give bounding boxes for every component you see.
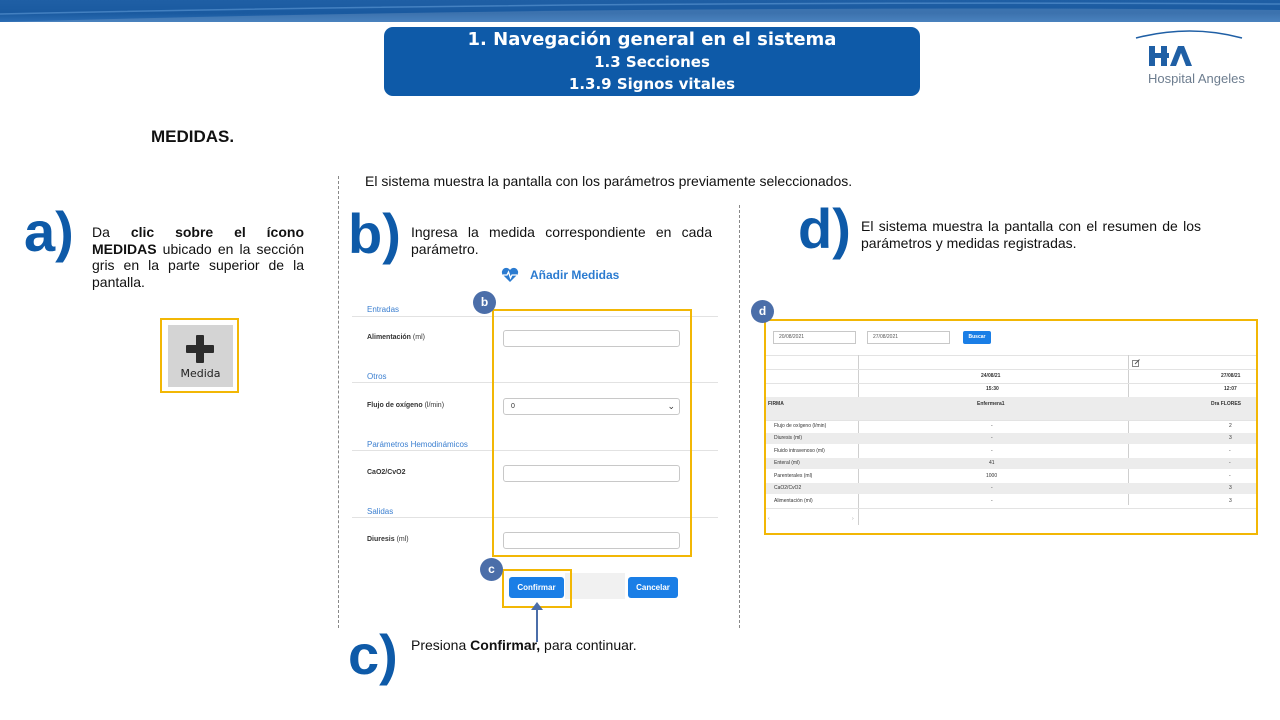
- row-value-1: -: [991, 423, 993, 429]
- top-note: El sistema muestra la pantalla con los parámetros previamente seleccionados.: [365, 173, 853, 189]
- row-divider: [766, 369, 1258, 370]
- table-row-shade: [766, 433, 1258, 444]
- row-value-1: -: [991, 435, 993, 441]
- medida-button[interactable]: [168, 325, 233, 387]
- step-b-text: Ingresa la medida correspondiente en cada parámetro.: [411, 224, 712, 257]
- table-top-border: [766, 355, 1258, 356]
- row-label: CaO2/CvO2: [774, 485, 802, 491]
- field-label-cao2-cvo2: [367, 469, 406, 476]
- hospital-logo: [1130, 26, 1250, 90]
- section-salidas: Salidas: [367, 507, 394, 516]
- title-section: 1.3 Secciones: [594, 53, 710, 71]
- field-unit: (l/min): [424, 402, 445, 409]
- medida-icon-highlight: [160, 318, 239, 393]
- field-unit: (ml): [396, 536, 409, 543]
- row-value-2: 3: [1229, 435, 1232, 441]
- step-c-text-post: para continuar.: [540, 637, 637, 653]
- divider-right: [739, 205, 740, 628]
- top-banner: [0, 0, 1280, 22]
- form-title-text: Añadir Medidas: [530, 268, 620, 282]
- row-value-2: -: [1229, 473, 1231, 479]
- step-c-text-bold: Confirmar,: [470, 637, 541, 653]
- hospital-logo-mark-icon: [1130, 26, 1250, 71]
- section-entradas: Entradas: [367, 305, 400, 314]
- row-divider: [766, 420, 1258, 421]
- table-bottom-border: [766, 508, 1258, 509]
- row-label: Parenterales (ml): [774, 473, 813, 479]
- chevron-down-icon: ⌄: [667, 401, 675, 411]
- row-value-2: -: [1229, 460, 1231, 466]
- marker-c: c: [480, 558, 503, 581]
- table-row-shade: [766, 458, 1258, 469]
- row-divider: [766, 383, 1258, 384]
- button-bar: [565, 573, 625, 599]
- title-subsection: 1.3.9 Signos vitales: [568, 75, 736, 93]
- row-label: Fluido intravenoso (ml): [774, 448, 825, 454]
- column-2-signer: Dra FLORES: [1211, 401, 1242, 407]
- logo-text: Hospital Angeles: [1148, 71, 1245, 86]
- firma-row: [766, 397, 1258, 420]
- field-label-text: Alimentación: [367, 334, 411, 341]
- scroll-right-icon[interactable]: ›: [852, 516, 854, 522]
- step-d-letter: d): [798, 197, 851, 260]
- inputs-highlight: [492, 309, 692, 557]
- field-label-flujo-oxigeno: [367, 402, 444, 409]
- step-a-text-pre: Da: [92, 224, 131, 240]
- row-value-1: 41: [989, 460, 995, 466]
- row-value-2: 2: [1229, 423, 1232, 429]
- edit-icon[interactable]: [1132, 359, 1140, 367]
- step-b-letter: b): [348, 202, 401, 265]
- field-label-text: Flujo de oxígeno: [367, 402, 423, 409]
- field-unit: (ml): [412, 334, 425, 341]
- field-label-text: CaO2/CvO2: [367, 469, 406, 476]
- row-label: Diuresis (ml): [774, 435, 803, 441]
- date-to-input[interactable]: 27/08/2021: [867, 331, 950, 344]
- row-value-2: -: [1229, 448, 1231, 454]
- table-row-shade: [766, 483, 1258, 494]
- flujo-oxigeno-value: 0: [511, 403, 515, 410]
- step-a-text: [92, 224, 304, 290]
- field-label-text: Diuresis: [367, 536, 395, 543]
- firma-label: FIRMA: [768, 401, 784, 407]
- row-label: Flujo de oxígeno (l/min): [774, 423, 827, 429]
- step-a-letter: a): [24, 200, 74, 263]
- section-hemodinamicos: Parámetros Hemodinámicos: [367, 440, 468, 449]
- page-heading: MEDIDAS.: [151, 127, 235, 146]
- step-c-text-pre: Presiona: [411, 637, 471, 653]
- row-value-1: -: [991, 448, 993, 454]
- row-value-2: 3: [1229, 498, 1232, 504]
- plus-icon-bar: [186, 345, 214, 353]
- heart-pulse-icon: [500, 266, 520, 284]
- summary-panel: [764, 319, 1258, 535]
- field-label-diuresis: [367, 536, 409, 543]
- date-from-input[interactable]: 20/08/2021: [773, 331, 856, 344]
- row-value-1: -: [991, 498, 993, 504]
- row-value-1: -: [991, 485, 993, 491]
- column-2-date: 27/08/21: [1221, 373, 1241, 379]
- step-a-text-post: ubicado en la sección gris en la parte superior de la pantalla.: [92, 240, 304, 290]
- column-2-time: 12:07: [1224, 386, 1237, 392]
- row-value-2: 3: [1229, 485, 1232, 491]
- field-label-alimentacion: [367, 334, 425, 341]
- divider-left: [338, 176, 339, 628]
- step-a-text-bold: clic sobre el ícono MEDIDAS: [92, 224, 304, 257]
- step-c-text: [411, 637, 731, 654]
- column-1-time: 15:30: [986, 386, 999, 392]
- marker-b: b: [473, 291, 496, 314]
- scroll-left-icon[interactable]: ‹: [768, 516, 770, 522]
- search-button[interactable]: Buscar: [963, 331, 991, 344]
- section-title-box: [384, 27, 920, 96]
- column-1-signer: Enfermera1: [977, 401, 1005, 407]
- cancel-button[interactable]: Cancelar: [628, 577, 678, 598]
- marker-d: d: [751, 300, 774, 323]
- row-label: Enteral (ml): [774, 460, 800, 466]
- medida-button-label: Medida: [180, 367, 221, 380]
- row-value-1: 1000: [986, 473, 998, 479]
- row-label: Alimentación (ml): [774, 498, 813, 504]
- step-c-letter: c): [348, 623, 398, 686]
- banner-wave: [0, 0, 1280, 22]
- column-1-date: 24/08/21: [981, 373, 1001, 379]
- confirm-button[interactable]: Confirmar: [509, 577, 564, 598]
- title-main: 1. Navegación general en el sistema: [467, 29, 837, 50]
- section-otros: Otros: [367, 372, 387, 381]
- step-d-text: El sistema muestra la pantalla con el resumen de los parámetros y medidas registradas.: [861, 218, 1201, 251]
